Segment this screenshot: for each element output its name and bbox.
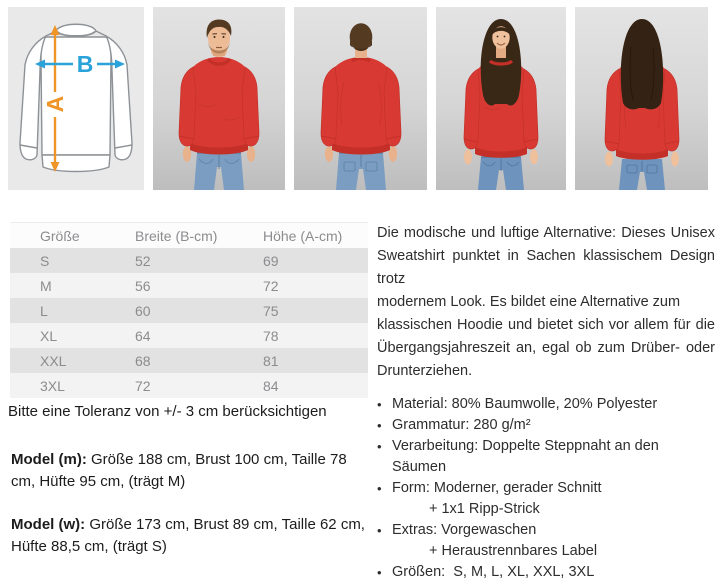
product-image-gallery — [8, 7, 708, 190]
cell-breite: 72 — [135, 377, 151, 394]
model-m-info — [11, 449, 367, 493]
bullet-icon: • — [377, 481, 382, 496]
cell-hoehe: 69 — [263, 252, 279, 269]
feature-text: Extras: Vorgewaschen — [392, 522, 537, 538]
col-header-breite: Breite (B-cm) — [135, 227, 218, 244]
feature-item — [377, 436, 715, 478]
feature-text: Verarbeitung: Doppelte Steppnaht an den Säumen — [392, 438, 663, 475]
table-row — [10, 273, 368, 298]
feature-text: Form: Moderner, gerader Schnitt — [392, 480, 602, 496]
col-header-hoehe: Höhe (A-cm) — [263, 227, 343, 244]
cell-hoehe: 78 — [263, 327, 279, 344]
cell-breite: 60 — [135, 302, 151, 319]
feature-text: Größen: S, M, L, XL, XXL, 3XL — [392, 564, 595, 580]
female-face — [481, 19, 522, 106]
cell-hoehe: 84 — [263, 377, 279, 394]
bullet-icon: • — [377, 439, 382, 454]
size-table-header-row — [10, 223, 368, 249]
photo-model-female-front — [436, 7, 566, 190]
size-table — [10, 222, 368, 398]
product-description — [377, 222, 715, 583]
cell-breite: 64 — [135, 327, 151, 344]
size-diagram — [8, 7, 144, 190]
feature-item-continuation — [377, 499, 715, 520]
col-header-groesse: Größe — [40, 227, 80, 244]
description-line: Sweatshirt punktet in Sachen klassischem Design trotz — [377, 248, 715, 287]
cell-hoehe: 81 — [263, 352, 279, 369]
cell-size: XXL — [40, 352, 67, 369]
feature-item — [377, 520, 715, 541]
sweatshirt-back — [321, 57, 401, 155]
label-a: A — [42, 95, 68, 113]
description-paragraph — [377, 222, 715, 383]
description-line: Die modische und luftige Alternative: Dieses Unisex — [377, 225, 715, 241]
table-row — [10, 298, 368, 323]
bullet-icon: • — [377, 523, 382, 538]
bullet-icon: • — [377, 418, 382, 433]
cell-size: 3XL — [40, 377, 65, 394]
model-m-label: Model (m): — [11, 451, 87, 468]
bullet-icon: • — [377, 565, 382, 580]
cell-breite: 68 — [135, 352, 151, 369]
description-line: Übergangsjahreszeit an, egal ob zum Drüber- oder — [377, 340, 715, 356]
label-b: B — [76, 51, 94, 77]
cell-size: S — [40, 252, 50, 269]
female-front-photo — [436, 7, 566, 190]
cell-breite: 52 — [135, 252, 151, 269]
cell-size: L — [40, 302, 48, 319]
sweatshirt-measure-diagram-icon — [8, 7, 144, 190]
model-m-text: Größe 188 cm, Brust 100 cm, Taille 78 cm, Hüfte 95 cm, (trägt M) — [11, 451, 347, 490]
model-w-info — [11, 514, 367, 558]
feature-item-continuation — [377, 541, 715, 562]
photo-model-female-back — [575, 7, 708, 190]
table-row — [10, 373, 368, 398]
table-row — [10, 248, 368, 273]
feature-text: Grammatur: 280 g/m² — [392, 417, 531, 433]
description-line: Drunterziehen. — [377, 363, 473, 379]
feature-text: Material: 80% Baumwolle, 20% Polyester — [392, 396, 658, 412]
model-w-text: Größe 173 cm, Brust 89 cm, Taille 62 cm, Hüfte 88,5 cm, (trägt S) — [11, 516, 365, 555]
photo-model-male-front — [153, 7, 285, 190]
photo-model-male-back — [294, 7, 427, 190]
tolerance-note: Bitte eine Toleranz von +/- 3 cm berücksichtigen — [8, 403, 327, 420]
model-measurements — [11, 449, 367, 579]
cell-size: XL — [40, 327, 58, 344]
feature-item — [377, 394, 715, 415]
description-line: klassischen Hoodie und bietet sich vor allem für die — [377, 317, 715, 333]
female-back-photo — [575, 7, 708, 190]
feature-item — [377, 415, 715, 436]
table-row — [10, 348, 368, 373]
male-back-photo — [294, 7, 427, 190]
male-front-photo — [153, 7, 285, 190]
table-row — [10, 323, 368, 348]
feature-item — [377, 478, 715, 499]
cell-breite: 56 — [135, 277, 151, 294]
cell-size: M — [40, 277, 52, 294]
bullet-icon: • — [377, 397, 382, 412]
feature-list — [377, 394, 715, 583]
feature-item — [377, 562, 715, 583]
cell-hoehe: 75 — [263, 302, 279, 319]
feature-text: + 1x1 Ripp-Strick — [429, 501, 540, 517]
description-line: modernem Look. Es bildet eine Alternative zum — [377, 294, 681, 310]
model-w-label: Model (w): — [11, 516, 86, 533]
feature-text: + Heraustrennbares Label — [429, 543, 598, 559]
cell-hoehe: 72 — [263, 277, 279, 294]
